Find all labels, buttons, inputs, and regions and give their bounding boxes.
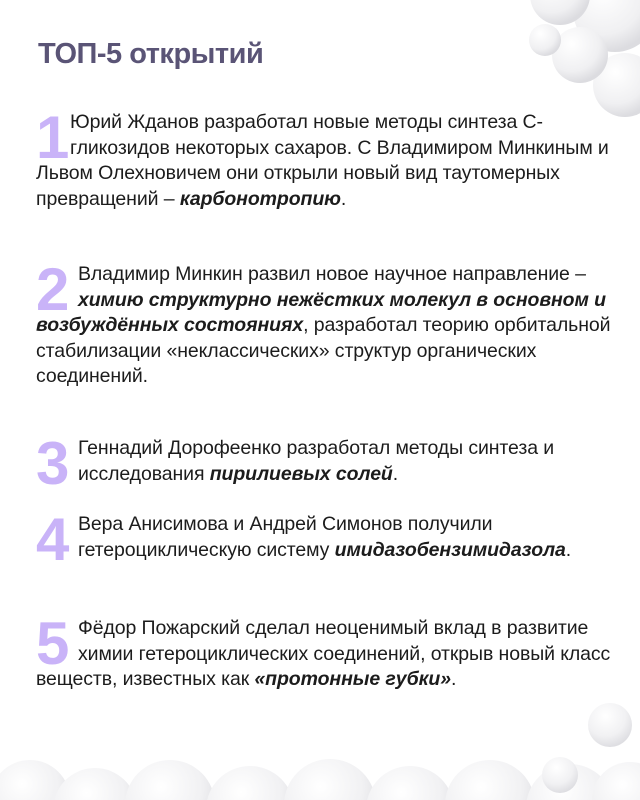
item-text <box>36 512 616 563</box>
discovery-item <box>36 256 616 390</box>
text-fragment: . <box>392 462 399 485</box>
discovery-item <box>36 506 616 573</box>
text-fragment: Владимир Минкин развил новое научное направление – <box>78 263 586 285</box>
highlighted-term: пирилиевых солей <box>209 462 393 485</box>
text-fragment: . <box>340 187 347 210</box>
text-fragment: , разработал теорию орбитальной стабилизации «неклассических» структур органических соединений. <box>36 314 611 387</box>
text-fragment: Юрий Жданов разработал новые методы синтеза С-гликозидов некоторых сахаров. С Владимиром Минкиным и Львом Олехновичем они открыли новый вид таутомерных превращений – <box>36 111 609 210</box>
discovery-item <box>36 610 616 693</box>
item-number: 3 <box>36 430 70 497</box>
discovery-item <box>36 104 616 212</box>
item-text <box>36 436 616 487</box>
text-fragment: Фёдор Пожарский сделал неоценимый вклад в развитие химии гетероциклических соединений, открыв новый класс веществ, известных как <box>36 617 611 690</box>
text-fragment: . <box>565 538 572 561</box>
item-number: 5 <box>36 610 70 677</box>
item-number: 2 <box>36 256 70 323</box>
item-number: 4 <box>36 506 70 573</box>
item-number: 1 <box>36 104 70 171</box>
decorative-spheres-bottom <box>0 680 640 800</box>
discovery-item <box>36 430 616 497</box>
page-title: ТОП-5 открытий <box>38 38 264 70</box>
text-fragment: . <box>451 668 457 690</box>
highlighted-term: химию структурно нежёстких молекул в основном и возбуждённых состояниях <box>36 288 606 336</box>
highlighted-term: имидазобензимидазола <box>334 538 566 561</box>
item-text <box>36 256 616 390</box>
text-fragment: Вера Анисимова и Андрей Симонов получили гетероциклическую систему <box>78 513 493 561</box>
text-fragment: Геннадий Дорофеенко разработал методы синтеза и исследования <box>78 437 555 485</box>
highlighted-term: карбонотропию <box>179 187 341 210</box>
item-text <box>36 104 616 212</box>
item-text <box>36 610 616 693</box>
highlighted-term: «протонные губки» <box>254 668 451 690</box>
